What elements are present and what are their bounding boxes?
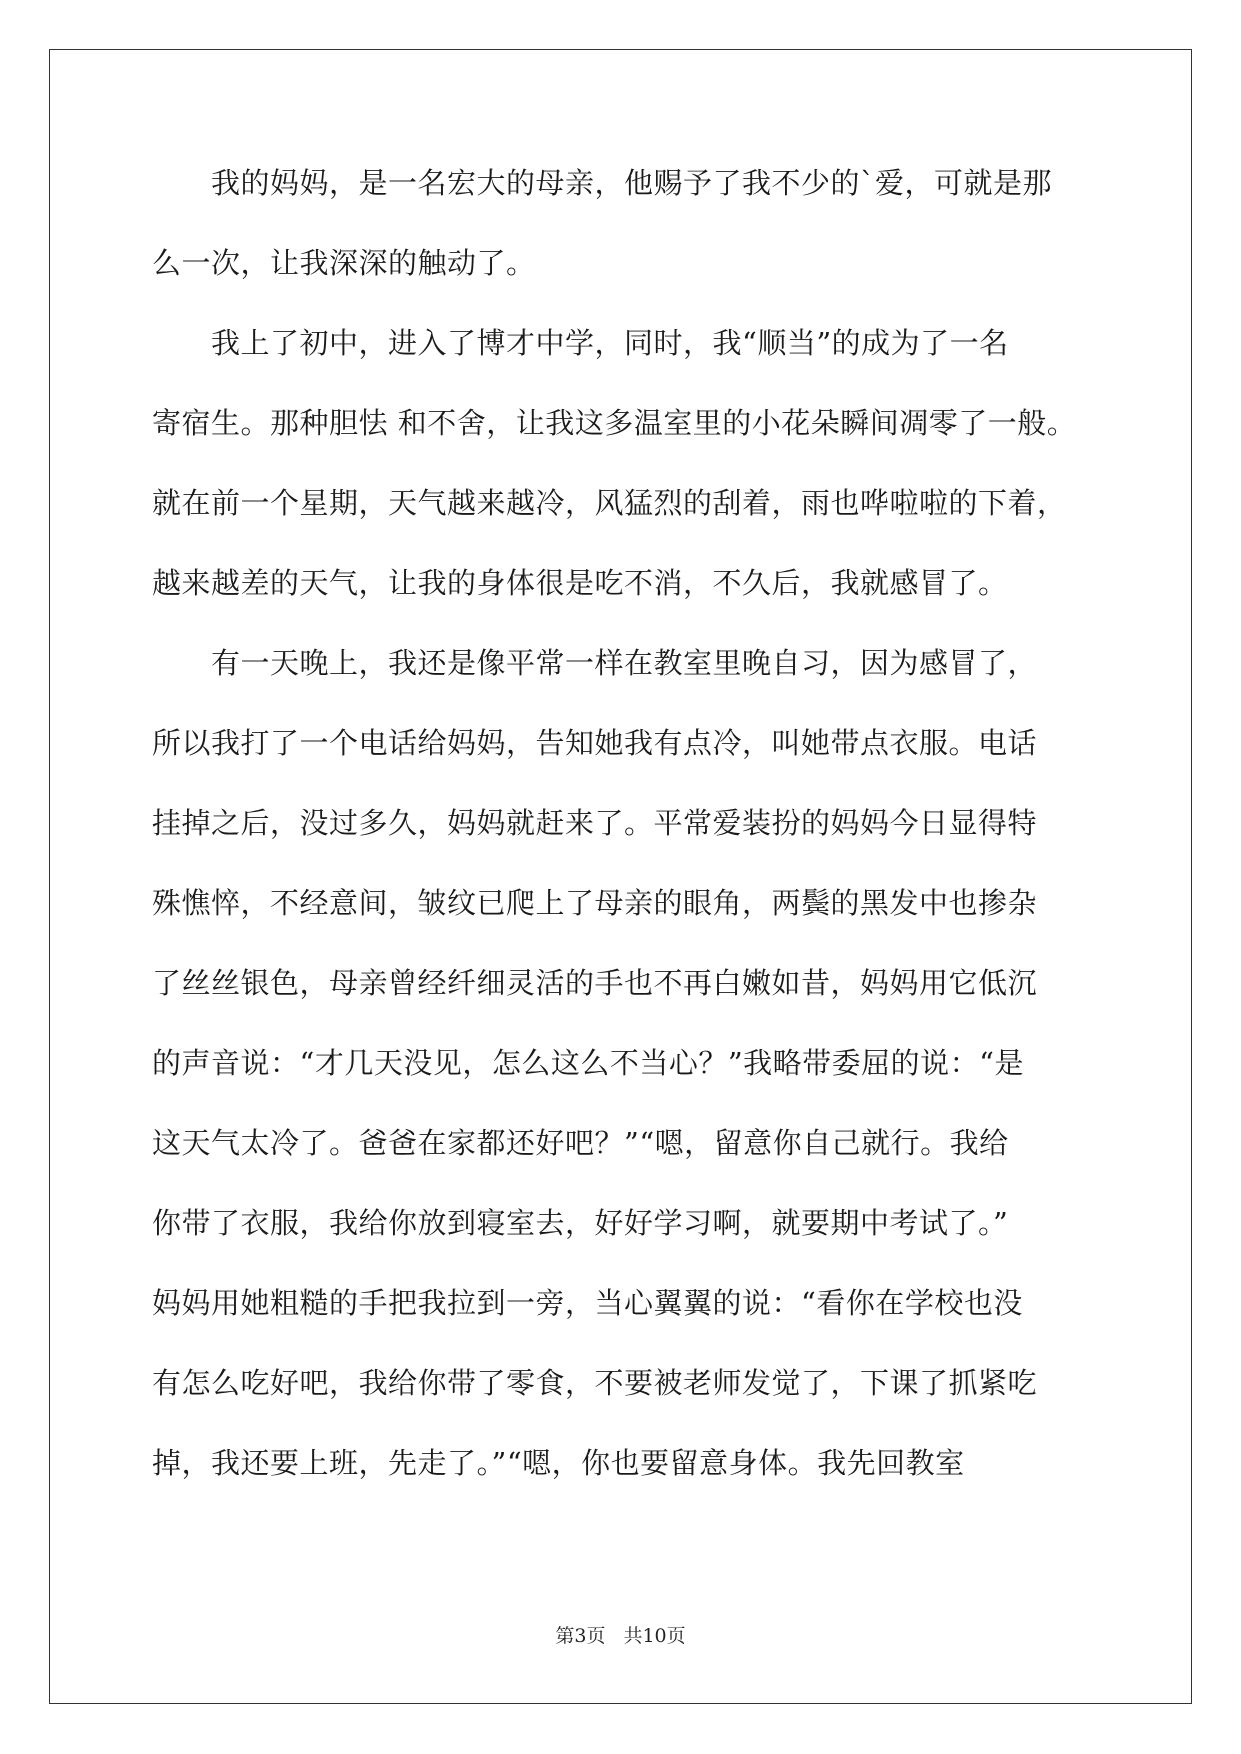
text-line: 我上了初中，进入了博才中学，同时，我“顺当”的成为了一名: [152, 326, 1009, 360]
page-total: 共10页: [623, 1625, 686, 1647]
text-line: 的声音说：“才几天没见，怎么这么不当心？”我略带委屈的说：“是: [152, 1046, 1024, 1080]
document-body: [152, 163, 1092, 1523]
text-line: 妈妈用她粗糙的手把我拉到一旁，当心翼翼的说：“看你在学校也没: [152, 1286, 1023, 1320]
text-line: 寄宿生。那种胆怯 和不舍，让我这多温室里的小花朵瞬间凋零了一般。: [152, 406, 1077, 440]
text-line: 这天气太冷了。爸爸在家都还好吧？”“嗯，留意你自己就行。我给: [152, 1126, 1009, 1160]
text-line: 你带了衣服，我给你放到寝室去，好好学习啊，就要期中考试了。”: [152, 1206, 1009, 1240]
text-line: 我的妈妈，是一名宏大的母亲，他赐予了我不少的`爱，可就是那: [152, 166, 1053, 200]
text-line: 越来越差的天气，让我的身体很是吃不消，不久后，我就感冒了。: [152, 566, 1008, 600]
text-line: 么一次，让我深深的触动了。: [152, 246, 536, 280]
text-line: 所以我打了一个电话给妈妈，告知她我有点冷，叫她带点衣服。电话: [152, 726, 1038, 760]
text-line: 就在前一个星期，天气越来越冷，风猛烈的刮着，雨也哗啦啦的下着，: [152, 486, 1067, 520]
text-line: 殊憔悴，不经意间，皱纹已爬上了母亲的眼角，两鬓的黑发中也掺杂: [152, 886, 1038, 920]
text-line: 有一天晚上，我还是像平常一样在教室里晚自习，因为感冒了，: [152, 646, 1038, 680]
page-footer: [0, 1621, 1241, 1648]
page-number: 第3页: [555, 1625, 606, 1647]
text-line: 了丝丝银色，母亲曾经纤细灵活的手也不再白嫩如昔，妈妈用它低沉: [152, 966, 1038, 1000]
text-line: 有怎么吃好吧，我给你带了零食，不要被老师发觉了，下课了抓紧吃: [152, 1366, 1038, 1400]
text-line: 挂掉之后，没过多久，妈妈就赶来了。平常爱装扮的妈妈今日显得特: [152, 806, 1038, 840]
text-line: 掉，我还要上班，先走了。”“嗯，你也要留意身体。我先回教室: [152, 1446, 965, 1480]
